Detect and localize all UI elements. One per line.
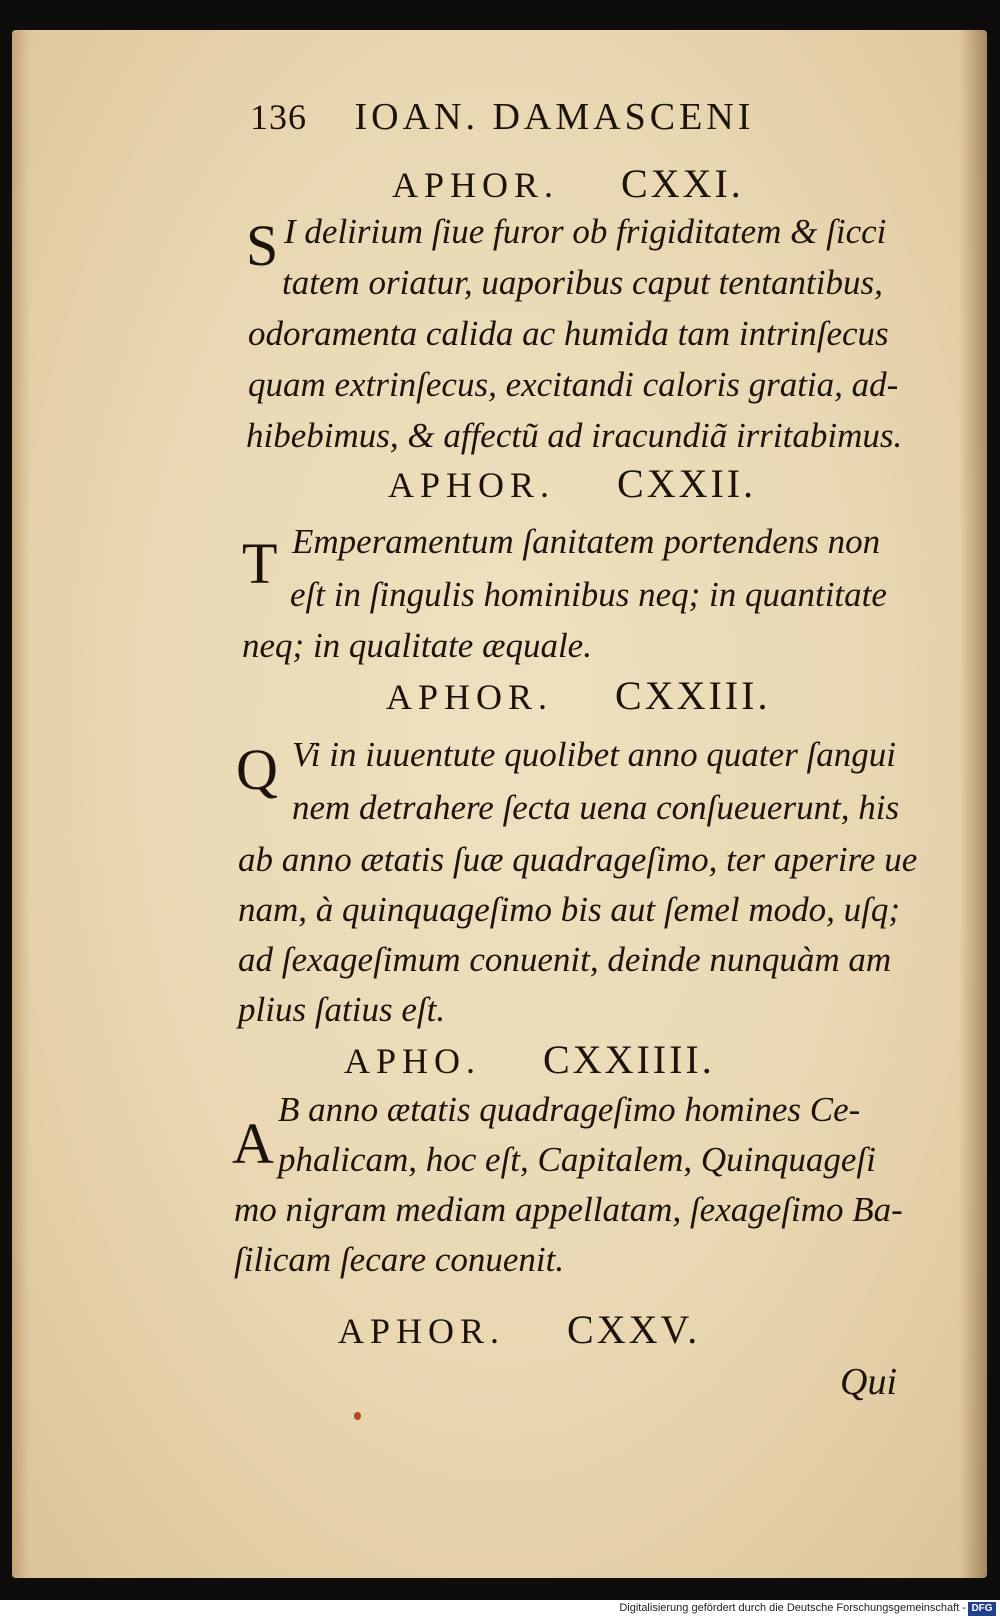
running-header — [250, 95, 754, 139]
heading-label: APHOR. — [338, 1311, 506, 1351]
text-line: mo nigram mediam appellatam, ſexageſimo Ba- — [234, 1190, 903, 1229]
aphorism-heading — [386, 672, 770, 719]
heading-label: APHOR. — [386, 677, 554, 717]
aphorism-heading — [388, 460, 756, 507]
text-line: nam, à quinquageſimo bis aut ſemel modo, uſq; — [238, 890, 901, 929]
text-line: eſt in ſingulis hominibus neq; in quantitate — [290, 575, 887, 614]
heading-label: APHOR. — [392, 165, 560, 205]
text-line: phalicam, hoc eſt, Capitalem, Quinquageſi — [278, 1140, 876, 1179]
running-title: IOAN. DAMASCENI — [354, 96, 755, 138]
page-number: 136 — [250, 97, 307, 137]
text-line: ſilicam ſecare conuenit. — [234, 1240, 565, 1279]
text-line: ad ſexageſimum conuenit, deinde nunquàm am — [238, 940, 892, 979]
drop-initial: Q — [236, 737, 278, 802]
text-line: B anno ætatis quadrageſimo homines Ce- — [278, 1090, 861, 1129]
catchword: Qui — [840, 1361, 897, 1403]
text-line: neq; in qualitate æquale. — [242, 626, 592, 665]
heading-label: APHO. — [344, 1041, 482, 1081]
text-line: I delirium ſiue furor ob frigiditatem & ſicci — [284, 212, 887, 251]
text-line: odoramenta calida ac humida tam intrinſecus — [248, 314, 889, 353]
heading-label: APHOR. — [388, 465, 556, 505]
page-edge-shadow — [959, 30, 987, 1578]
text-line: hibebimus, & affectũ ad iracundiã irritabimus. — [246, 416, 903, 455]
drop-initial: A — [232, 1111, 274, 1176]
aphorism-heading — [344, 1036, 715, 1083]
text-line: quam extrinſecus, excitandi caloris gratia, ad- — [248, 365, 899, 404]
funding-credit: Digitalisierung gefördert durch die Deutsche Forschungsgemeinschaft - — [619, 1602, 966, 1614]
heading-number: CXXIII. — [615, 673, 771, 718]
aphorism-heading — [338, 1306, 700, 1353]
text-line: nem detrahere ſecta uena conſueuerunt, his — [292, 788, 900, 827]
ink-speck — [354, 1412, 361, 1420]
text-line: Vi in iuuentute quolibet anno quater ſangui — [292, 735, 897, 774]
text-line: tatem oriatur, uaporibus caput tentantibus, — [282, 263, 883, 302]
drop-initial: S — [246, 213, 279, 278]
aphorism-heading — [392, 160, 744, 207]
heading-number: CXXIIII. — [543, 1037, 715, 1082]
heading-number: CXXII. — [617, 461, 757, 506]
dfg-logo: DFG — [968, 1602, 996, 1616]
text-line: plius ſatius eſt. — [238, 990, 446, 1029]
heading-number: CXXV. — [567, 1307, 701, 1352]
text-line: Emperamentum ſanitatem portendens non — [292, 522, 881, 561]
drop-initial: T — [242, 531, 278, 596]
text-line: ab anno ætatis ſuæ quadrageſimo, ter aperire ue — [238, 840, 918, 879]
page-gutter-shadow — [12, 30, 30, 1578]
heading-number: CXXI. — [621, 161, 744, 206]
